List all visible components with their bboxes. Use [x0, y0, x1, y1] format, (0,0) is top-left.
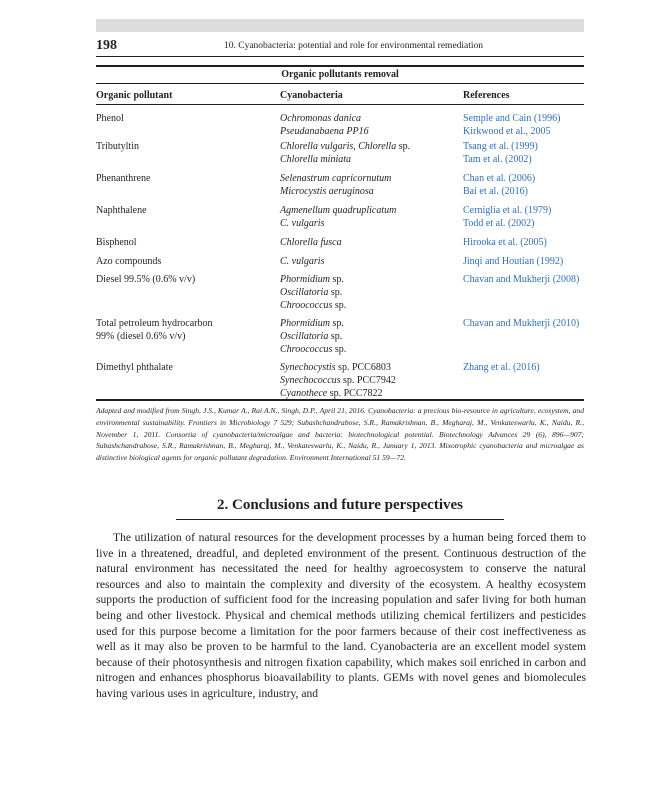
- cyanobacteria-name: [280, 286, 470, 299]
- reference-link[interactable]: Hirooka et al. (2005): [463, 237, 547, 248]
- strain-suffix: sp.: [334, 300, 347, 311]
- cyanobacteria-name: [280, 217, 470, 230]
- cyanobacteria-name: [280, 317, 470, 330]
- strain-suffix: sp.: [330, 287, 343, 298]
- species-name: Pseudanabaena PP16: [280, 126, 369, 137]
- cyanobacteria-cell: [280, 317, 470, 356]
- reference-link[interactable]: Tam et al. (2002): [463, 154, 532, 165]
- strain-suffix: sp.: [332, 274, 344, 285]
- references-cell: [463, 140, 593, 166]
- strain-suffix: sp. PCC7822: [329, 388, 383, 399]
- cyanobacteria-name: [280, 343, 470, 356]
- pollutant-name: Tributyltin: [96, 141, 139, 152]
- pollutant-name: Azo compounds: [96, 256, 162, 267]
- strain-suffix: sp.: [330, 331, 343, 342]
- section-heading-underline: [176, 519, 504, 520]
- column-header-references: References: [463, 90, 510, 101]
- cyanobacteria-name: [280, 172, 470, 185]
- reference-link[interactable]: Cerniglia et al. (1979): [463, 205, 552, 216]
- species-name: Phormidium: [280, 318, 330, 329]
- species-name: C. vulgaris: [280, 218, 325, 229]
- running-head: 10. Cyanobacteria: potential and role for environmental remediation: [224, 41, 484, 51]
- paragraph: The utilization of natural resources for the development processes by a human being forced them to live in a threatened, dreadful, and depleted environment of the present. Continuous destruction of the natural environment has necessitated the need for healthy agroecosystem to conserve the natural resources and also to maintain the complexity and diversity of the ecosystem. A healthy ecosystem supports the production of sufficient food for the increasing population and safer living for both human being and other livestock. Physical and chemical methods utilizing chemical fertilizers and pesticides used for this purpose become a limitation for the poor farmers because of their cost ineffectiveness as well as it may also be proven to be harmful to the land. Cyanobacteria are an excellent model system because of their photosynthesis and nitrogen fixation capability, which makes soil enriched in carbon and nitrogen and enhances phosphorus bioavailability to plants. GEMs with novel genes and biomolecules having various uses in agriculture, industry, and: [96, 531, 586, 700]
- pollutant-cell: [96, 361, 266, 374]
- table-header-rule: [96, 104, 584, 105]
- species-name: Cyanothece: [280, 388, 328, 399]
- strain-suffix: sp. PCC7942: [343, 375, 396, 386]
- pollutant-cell: [96, 317, 266, 343]
- species-name: Microcystis aeruginosa: [280, 186, 374, 197]
- strain-suffix: sp.: [332, 318, 344, 329]
- pollutant-name: Phenol: [96, 113, 124, 124]
- cyanobacteria-cell: [280, 172, 470, 198]
- reference-link[interactable]: Zhang et al. (2016): [463, 362, 540, 373]
- species-name: C. vulgaris: [280, 256, 325, 267]
- cyanobacteria-name: [280, 112, 470, 125]
- cyanobacteria-name: [280, 361, 470, 374]
- reference-link[interactable]: Tsang et al. (1999): [463, 141, 538, 152]
- cyanobacteria-cell: [280, 273, 470, 312]
- cyanobacteria-name: [280, 255, 470, 268]
- pollutant-name: Bisphenol: [96, 237, 137, 248]
- pollutant-cell: [96, 172, 266, 185]
- column-header-cyanobacteria: Cyanobacteria: [280, 90, 343, 101]
- cyanobacteria-name: [280, 153, 470, 166]
- species-name: Chroococcus: [280, 344, 333, 355]
- references-cell: [463, 112, 593, 138]
- cyanobacteria-name: [280, 204, 470, 217]
- cyanobacteria-cell: [280, 236, 470, 249]
- pollutant-cell: [96, 112, 266, 125]
- cyanobacteria-name: [280, 185, 470, 198]
- strain-suffix: sp.: [398, 141, 411, 152]
- species-name: Chlorella vulgaris, Chlorella: [280, 141, 397, 152]
- header-rule: [96, 56, 584, 57]
- reference-link[interactable]: Todd et al. (2002): [463, 218, 535, 229]
- cyanobacteria-cell: [280, 112, 470, 138]
- cyanobacteria-name: [280, 273, 470, 286]
- body-text: [96, 530, 586, 702]
- reference-link[interactable]: Bai et al. (2016): [463, 186, 528, 197]
- section-heading: 2. Conclusions and future perspectives: [217, 497, 463, 513]
- table-top-rule: [96, 65, 584, 67]
- species-name: Chlorella miniata: [280, 154, 352, 165]
- pollutant-cell: [96, 255, 266, 268]
- reference-link[interactable]: Chavan and Mukherji (2008): [463, 274, 580, 285]
- column-header-pollutant: Organic pollutant: [96, 90, 173, 101]
- strain-suffix: sp. PCC6803: [338, 362, 391, 373]
- cyanobacteria-name: [280, 236, 470, 249]
- header-band: [96, 19, 584, 32]
- species-name: Synechococcus: [280, 375, 341, 386]
- strain-suffix: sp.: [334, 344, 347, 355]
- cyanobacteria-name: [280, 374, 470, 387]
- pollutant-name: Dimethyl phthalate: [96, 362, 173, 373]
- reference-link[interactable]: Chavan and Mukherji (2010): [463, 318, 580, 329]
- reference-link[interactable]: Kirkwood et al., 2005: [463, 126, 551, 137]
- species-name: Oscillatoria: [280, 331, 329, 342]
- references-cell: [463, 317, 593, 330]
- pollutant-cell: [96, 204, 266, 217]
- table-title: Organic pollutants removal: [281, 69, 399, 80]
- species-name: Agmenellum quadruplicatum: [280, 205, 397, 216]
- page-header: [96, 38, 584, 58]
- cyanobacteria-name: [280, 140, 470, 153]
- pollutant-name: 99% (diesel 0.6% v/v): [96, 331, 186, 342]
- reference-link[interactable]: Jinqi and Houtian (1992): [463, 256, 564, 267]
- reference-link[interactable]: Semple and Cain (1996): [463, 113, 561, 124]
- pollutant-cell: [96, 236, 266, 249]
- table-title-rule: [96, 83, 584, 84]
- page-number: 198: [96, 38, 117, 53]
- pollutant-name: Phenanthrene: [96, 173, 151, 184]
- pollutant-name: Diesel 99.5% (0.6% v/v): [96, 274, 196, 285]
- cyanobacteria-name: [280, 330, 470, 343]
- pollutant-cell: [96, 140, 266, 153]
- pollutant-name: Total petroleum hydrocarbon: [96, 318, 213, 329]
- species-name: Phormidium: [280, 274, 330, 285]
- references-cell: [463, 273, 593, 286]
- species-name: Chlorella fusca: [280, 237, 342, 248]
- cyanobacteria-cell: [280, 204, 470, 230]
- table-footnote: Adapted and modified from Singh, J.S., Kumar A., Rai A.N., Singh, D.P., April 21, 2016. Cyanobacteria: a precious bio-resource in agriculture, ecosystem, and environmental sustainability. Frontiers in Microbiology 7 529; Subashchandrabose, S.R., Ramakrishnan, B., Megharaj, M., Venkateswarlu, K., Naidu, R., November 1, 2011. Consortia of cyanobacteria/microalgae and bacteria: biotechnological potential. Biotechnology Advances 29 (6), 896—907; Subashchandrabose, S.R., Ramakrishnan, B., Megharaj, M., Venkateswarlu, K., Naidu, R., January 1, 2013. Mixotrophic cyanobacteria and microalgae as distinctive biological agents for organic pollutant degradation. Environment International 51 59—72.: [96, 406, 584, 463]
- cyanobacteria-name: [280, 125, 470, 138]
- references-cell: [463, 361, 593, 374]
- cyanobacteria-cell: [280, 140, 470, 166]
- species-name: Ochromonas danica: [280, 113, 362, 124]
- references-cell: [463, 172, 593, 198]
- pollutant-cell: [96, 273, 266, 286]
- species-name: Chroococcus: [280, 300, 333, 311]
- pollutant-name: Naphthalene: [96, 205, 147, 216]
- species-name: Synechocystis: [280, 362, 336, 373]
- cyanobacteria-cell: [280, 255, 470, 268]
- species-name: Selenastrum capricornutum: [280, 173, 392, 184]
- references-cell: [463, 236, 593, 249]
- cyanobacteria-cell: [280, 361, 470, 400]
- species-name: Oscillatoria: [280, 287, 329, 298]
- table-bottom-rule: [96, 399, 584, 401]
- references-cell: [463, 204, 593, 230]
- reference-link[interactable]: Chan et al. (2006): [463, 173, 536, 184]
- cyanobacteria-name: [280, 299, 470, 312]
- references-cell: [463, 255, 593, 268]
